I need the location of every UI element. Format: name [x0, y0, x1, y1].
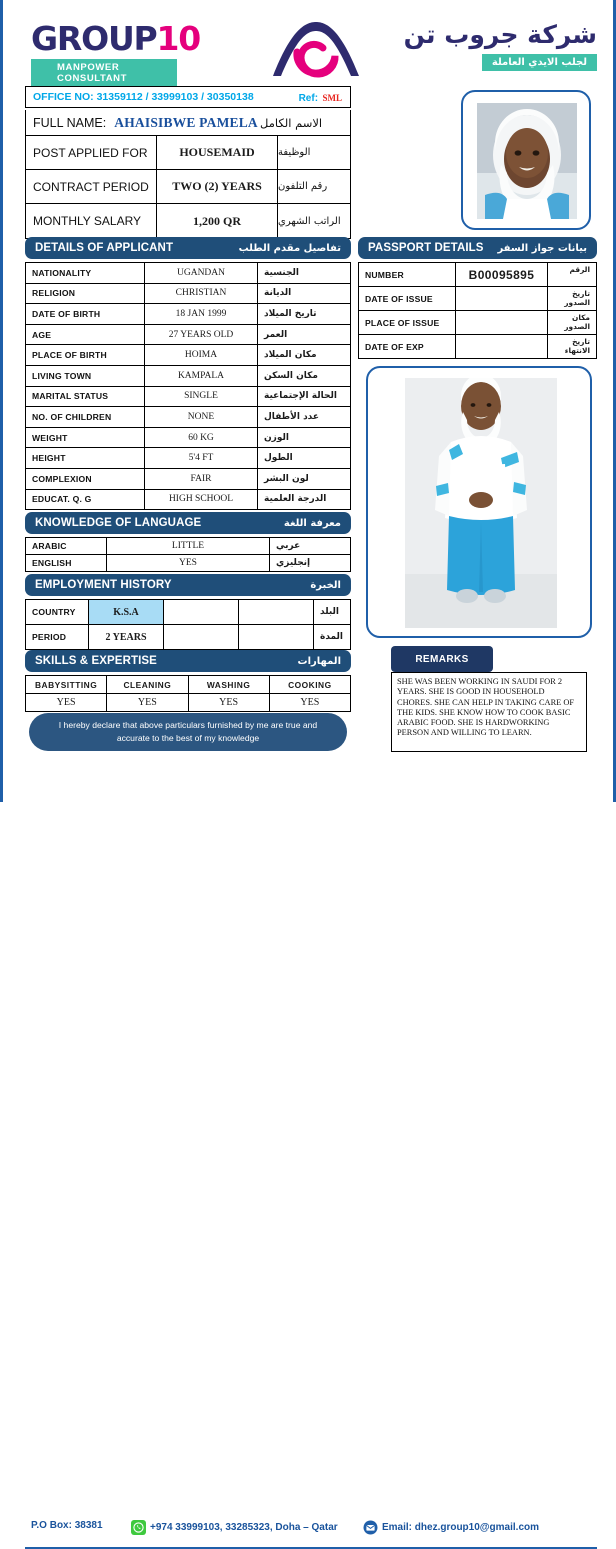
table-row — [26, 448, 350, 469]
passport-title-ar: بيانات جواز السفر — [497, 242, 587, 254]
detail-value: FAIR — [144, 469, 258, 489]
table-row — [26, 366, 350, 387]
company-logo-left — [31, 19, 231, 87]
passport-arabic: مكان الصدور — [564, 313, 590, 331]
skill-header: BABYSITTING — [34, 679, 98, 690]
contract-period-value: TWO (2) YEARS — [156, 170, 278, 203]
table-row — [26, 284, 350, 305]
passport-label: PLACE OF ISSUE — [365, 317, 440, 328]
table-row — [26, 263, 350, 284]
detail-value: HIGH SCHOOL — [144, 490, 258, 510]
logo-arabic-tagline: لجلب الايدي العاملة — [482, 54, 597, 71]
skills-section-header — [25, 650, 351, 672]
language-value: YES — [106, 555, 270, 571]
phone-text: +974 33999103, 33285323, Doha – Qatar — [150, 1522, 338, 1533]
logo-emblem-icon — [261, 16, 371, 82]
document-header — [3, 0, 616, 86]
document-footer — [3, 757, 616, 1533]
employment-label: PERIOD — [32, 632, 67, 642]
details-section-header — [25, 237, 351, 259]
skill-header: WASHING — [188, 676, 269, 693]
office-numbers: OFFICE NO: 31359112 / 33999103 / 30350138 — [33, 91, 254, 103]
email-icon — [363, 1520, 378, 1535]
applicant-top-info — [25, 110, 351, 239]
detail-value: 60 KG — [144, 428, 258, 448]
language-section — [25, 512, 351, 572]
detail-arabic: الوزن — [264, 432, 289, 443]
full-name-row — [26, 110, 350, 136]
company-logo-right — [404, 20, 597, 71]
table-row — [26, 538, 350, 555]
passport-value: B00095895 — [455, 263, 548, 286]
contract-period-arabic: رقم التلفون — [278, 181, 328, 192]
passport-arabic: تاريخ الصدور — [564, 289, 590, 307]
skill-value: YES — [188, 694, 269, 711]
employment-arabic: المدة — [313, 625, 350, 649]
employment-title-en: EMPLOYMENT HISTORY — [35, 579, 172, 591]
office-number-bar — [25, 86, 351, 108]
logo-wordmark — [31, 19, 231, 58]
detail-arabic: الجنسية — [264, 267, 299, 278]
detail-value: 5'4 FT — [144, 448, 258, 468]
table-row — [359, 335, 596, 359]
passport-value — [455, 287, 548, 310]
skills-title-ar: المهارات — [297, 655, 341, 667]
logo-arabic-name: شركة جروب تن — [403, 20, 597, 49]
skills-table — [25, 675, 351, 712]
monthly-salary-label: MONTHLY SALARY — [33, 214, 142, 228]
full-name-arabic: الاسم الكامل — [260, 115, 323, 130]
passport-label: NUMBER — [365, 269, 404, 280]
post-applied-row — [26, 136, 350, 170]
employment-country-3 — [238, 600, 313, 624]
employment-table — [25, 599, 351, 650]
language-title-ar: معرفة اللغة — [283, 517, 341, 529]
detail-value: UGANDAN — [144, 263, 258, 283]
employment-country-1: K.S.A — [88, 600, 163, 624]
detail-arabic: عدد الأطفال — [264, 411, 320, 422]
detail-label: DATE OF BIRTH — [32, 308, 101, 319]
full-photo-image — [405, 378, 557, 628]
monthly-salary-value: 1,200 QR — [156, 204, 278, 238]
detail-value: NONE — [144, 407, 258, 427]
passport-label: DATE OF EXP — [365, 341, 424, 352]
employment-section-header — [25, 574, 351, 596]
detail-arabic: العمر — [264, 329, 288, 340]
table-row — [26, 428, 350, 449]
detail-label: WEIGHT — [32, 432, 68, 443]
employment-label: COUNTRY — [32, 607, 76, 617]
skill-header: COOKING — [269, 676, 350, 693]
applicant-full-photo — [366, 366, 592, 638]
skills-header-row — [26, 676, 350, 694]
language-arabic: عربي — [276, 541, 301, 551]
passport-arabic: الرقم — [569, 265, 590, 274]
ref-label: Ref: — [298, 93, 319, 104]
contract-period-row — [26, 170, 350, 204]
whatsapp-icon — [131, 1520, 146, 1535]
detail-value: CHRISTIAN — [144, 284, 258, 304]
passport-title-en: PASSPORT DETAILS — [368, 242, 484, 254]
logo-group-text: GROUP — [31, 19, 157, 58]
monthly-salary-row — [26, 204, 350, 238]
detail-arabic: لون البشر — [264, 473, 309, 484]
detail-label: LIVING TOWN — [32, 370, 92, 381]
detail-label: MARITAL STATUS — [32, 391, 109, 402]
footer-email — [363, 1520, 539, 1535]
employment-history-section — [25, 574, 351, 650]
table-row — [26, 600, 350, 625]
detail-value: KAMPALA — [144, 366, 258, 386]
remarks-header: REMARKS — [391, 646, 493, 672]
post-applied-arabic: الوظيفة — [278, 147, 311, 158]
employment-period-1: 2 YEARS — [88, 625, 163, 649]
table-row — [26, 469, 350, 490]
ref-value: SML — [322, 93, 342, 103]
detail-arabic: تاريخ الميلاد — [264, 308, 317, 319]
footer-phone — [131, 1520, 338, 1535]
remarks-text: SHE WAS BEEN WORKING IN SAUDI FOR 2 YEARS. SHE IS GOOD IN HOUSEHOLD CHORES. SHE CAN HELP IN TAKING CARE OF THE KIDS. SHE KNOW HOW TO COOK BASIC ARABIC FOOD. SHE IS HARDWORKING PERSON AND WILLING TO LEARN. — [391, 672, 587, 752]
email-text: Email: dhez.group10@gmail.com — [382, 1522, 540, 1533]
detail-arabic: مكان الميلاد — [264, 350, 317, 361]
skills-value-row — [26, 694, 350, 712]
post-applied-label: POST APPLIED FOR — [33, 145, 148, 160]
language-label: ENGLISH — [32, 558, 72, 568]
skills-section — [25, 650, 351, 712]
full-name-label: FULL NAME: — [33, 115, 107, 130]
table-row — [26, 625, 350, 650]
logo-tagline: MANPOWER CONSULTANT — [31, 59, 177, 87]
table-row — [359, 287, 596, 311]
passport-photo-image — [477, 103, 577, 219]
skill-value: YES — [269, 694, 350, 711]
language-title-en: KNOWLEDGE OF LANGUAGE — [35, 517, 202, 529]
employment-period-3 — [238, 625, 313, 649]
passport-value — [455, 335, 548, 358]
detail-arabic: الديانة — [264, 288, 292, 299]
declaration-banner: I hereby declare that above particulars furnished by me are true and accurate to the best of my knowledge — [29, 713, 347, 751]
table-row — [26, 555, 350, 572]
language-section-header — [25, 512, 351, 534]
applicant-passport-photo — [461, 90, 591, 230]
detail-value: HOIMA — [144, 345, 258, 365]
employment-arabic: البلد — [313, 600, 350, 624]
skill-header: CLEANING — [106, 676, 187, 693]
details-title-en: DETAILS OF APPLICANT — [35, 242, 174, 254]
detail-label: AGE — [32, 329, 52, 340]
footer-pobox — [31, 1520, 103, 1531]
detail-value: SINGLE — [144, 387, 258, 407]
passport-label: DATE OF ISSUE — [365, 293, 433, 304]
table-row — [26, 490, 350, 511]
reference-block — [299, 88, 350, 106]
language-label: ARABIC — [32, 541, 67, 551]
language-table — [25, 537, 351, 572]
detail-arabic: الحالة الإجتماعية — [264, 391, 337, 402]
monthly-salary-arabic: الراتب الشهري — [278, 215, 341, 227]
table-row — [359, 263, 596, 287]
skill-value: YES — [106, 694, 187, 711]
language-arabic: إنجليزي — [276, 558, 311, 568]
pobox-text: P.O Box: 38381 — [31, 1520, 103, 1531]
language-value: LITTLE — [106, 538, 270, 554]
detail-arabic: مكان السكن — [264, 370, 318, 381]
detail-arabic: الطول — [264, 453, 293, 464]
detail-value: 27 YEARS OLD — [144, 325, 258, 345]
skill-value: YES — [56, 697, 76, 708]
table-row — [26, 304, 350, 325]
passport-arabic: تاريخ الانتهاء — [564, 337, 590, 355]
employment-country-2 — [163, 600, 238, 624]
detail-label: NATIONALITY — [32, 267, 92, 278]
passport-details-section — [358, 237, 597, 359]
table-row — [26, 345, 350, 366]
table-row — [26, 407, 350, 428]
details-table — [25, 262, 351, 510]
detail-label: RELIGION — [32, 288, 76, 299]
detail-arabic: الدرجة العلمية — [264, 494, 327, 505]
employment-period-2 — [163, 625, 238, 649]
table-row — [26, 387, 350, 408]
detail-label: HEIGHT — [32, 453, 66, 464]
detail-label: PLACE OF BIRTH — [32, 350, 107, 361]
employment-title-ar: الخبرة — [310, 579, 341, 591]
table-row — [359, 311, 596, 335]
passport-table — [358, 262, 597, 359]
detail-label: COMPLEXION — [32, 473, 92, 484]
detail-label: EDUCAT. Q. G — [32, 494, 92, 505]
detail-label: NO. OF CHILDREN — [32, 411, 112, 422]
details-of-applicant-section — [25, 237, 351, 510]
contract-period-label: CONTRACT PERIOD — [33, 179, 149, 194]
passport-section-header — [358, 237, 597, 259]
skills-title-en: SKILLS & EXPERTISE — [35, 655, 157, 667]
details-title-ar: تفاصيل مقدم الطلب — [238, 242, 341, 254]
full-name-value: AHAISIBWE PAMELA — [114, 114, 258, 130]
passport-value — [455, 311, 548, 334]
detail-value: 18 JAN 1999 — [144, 304, 258, 324]
post-applied-value: HOUSEMAID — [156, 136, 278, 169]
table-row — [26, 325, 350, 346]
logo-ten-text: 10 — [156, 19, 201, 58]
